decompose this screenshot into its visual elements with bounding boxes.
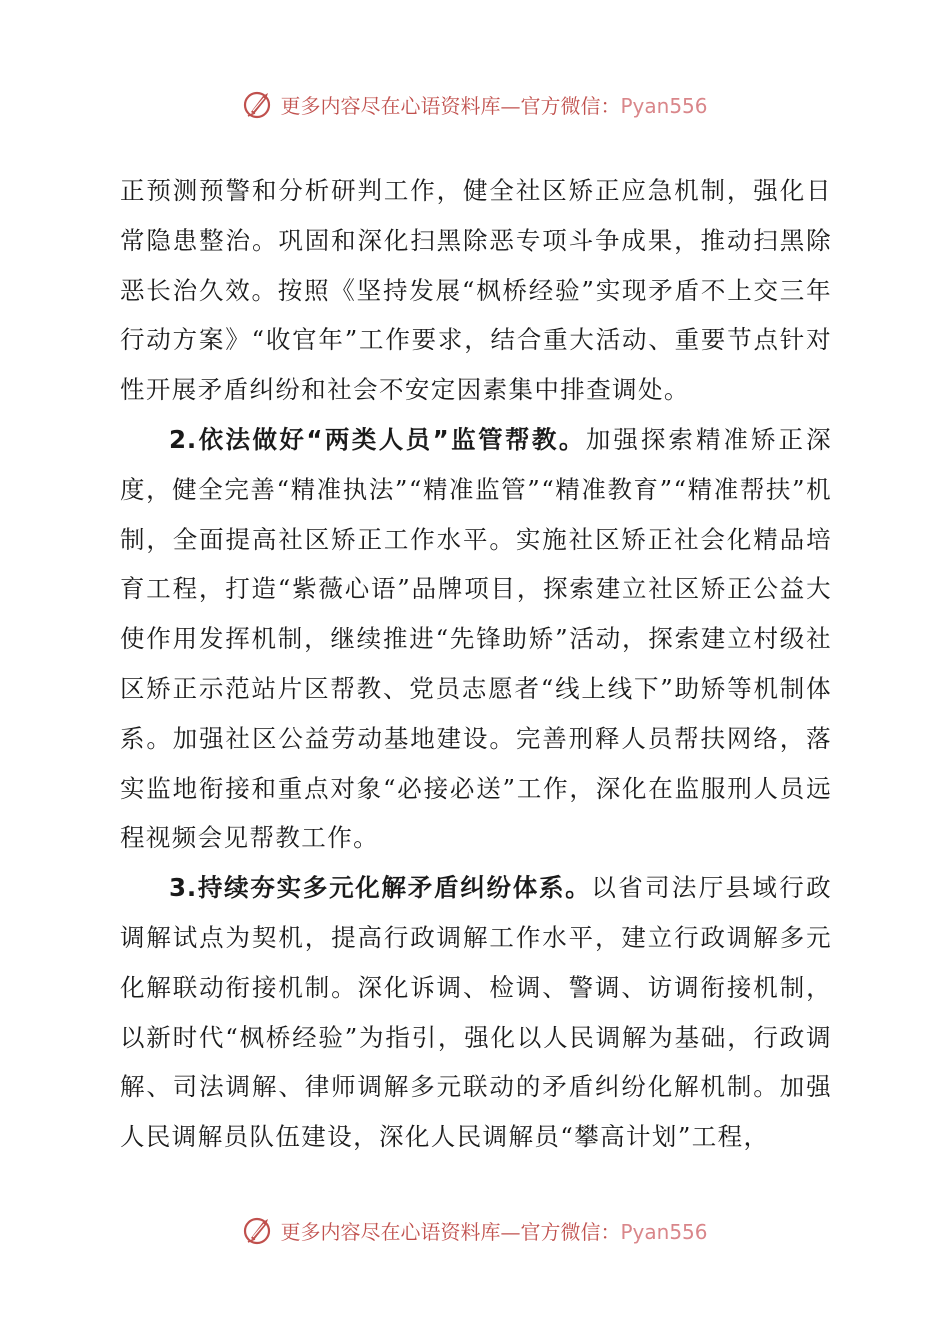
- footer-watermark: [0, 1210, 950, 1250]
- pen-nib-circle-icon: [242, 87, 276, 121]
- watermark-brand: 更多内容尽在心语资料库: [280, 93, 501, 118]
- pen-nib-circle-icon: [242, 1213, 276, 1247]
- paragraph-3-text: 以省司法厅县域行政调解试点为契机，提高行政调解工作水平，建立行政调解多元化解联动衔接机制。深化诉调、检调、警调、访调衔接机制，以新时代“枫桥经验”为指引，强化以人民调解为基础，行政调解、司法调解、律师调解多元联动的矛盾纠纷化解机制。加强人民调解员队伍建设，深化人民调解员“攀高计划”工程，: [120, 873, 833, 1152]
- paragraph-2-text: 加强探索精准矫正深度，健全完善“精准执法”“精准监管”“精准教育”“精准帮扶”机制，全面提高社区矫正工作水平。实施社区矫正社会化精品培育工程，打造“紫薇心语”品牌项目，探索建立社区矫正公益大使作用发挥机制，继续推进“先锋助矫”活动，探索建立村级社区矫正示范站片区帮教、党员志愿者“线上线下”助矫等机制体系。加强社区公益劳动基地建设。完善刑释人员帮扶网络，落实监地衔接和重点对象“必接必送”工作，深化在监服刑人员远程视频会见帮教工作。: [120, 424, 832, 853]
- watermark-label: 官方微信：: [520, 93, 621, 118]
- watermark-account: Pyan556: [620, 93, 708, 118]
- watermark-separator: —: [500, 1219, 521, 1244]
- paragraph-3-heading: 3.持续夯实多元化解矛盾纠纷体系。: [169, 873, 592, 903]
- watermark-text: [280, 1216, 707, 1245]
- paragraph-1: 正预测预警和分析研判工作，健全社区矫正应急机制，强化日常隐患整治。巩固和深化扫黑除恶专项斗争成果，推动扫黑除恶长治久效。按照《坚持发展“枫桥经验”实现矛盾不上交三年行动方案》“收官年”工作要求，结合重大活动、重要节点针对性开展矛盾纠纷和社会不安定因素集中排查调处。: [120, 176, 832, 405]
- watermark-brand: 更多内容尽在心语资料库: [280, 1219, 501, 1244]
- header-watermark: [0, 84, 950, 124]
- paragraph-3: [120, 863, 832, 1162]
- watermark-text: [280, 90, 707, 119]
- document-body: [120, 166, 832, 1162]
- paragraph-2-heading: 2.依法做好“两类人员”监管帮教。: [169, 424, 586, 454]
- watermark-separator: —: [500, 93, 521, 118]
- watermark-label: 官方微信：: [520, 1219, 621, 1244]
- paragraph-2: [120, 415, 832, 863]
- watermark-account: Pyan556: [620, 1219, 708, 1244]
